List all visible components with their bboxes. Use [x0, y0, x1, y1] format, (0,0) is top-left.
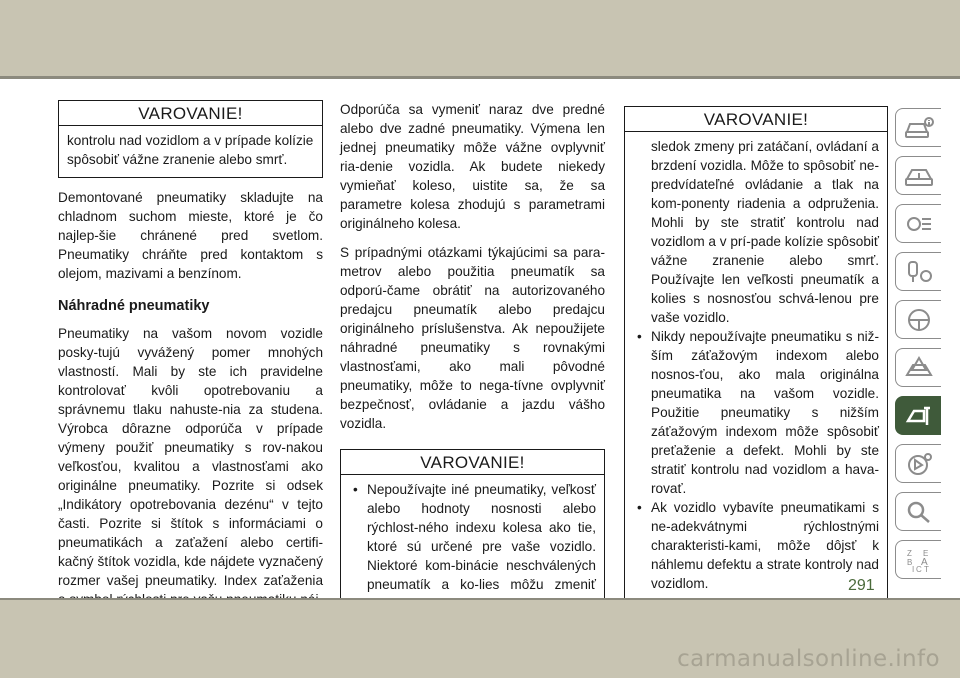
warning-body: [625, 132, 887, 601]
warning-bullet: • Nikdy nepoužívajte pneumatiku s niž-ším záťažovým indexom alebo nosnos-ťou, ako mala originálna pneumatika na vašom vozidle. Použitie pneumatiky s nižším záťažovým indexom môže spôsobiť preťaženie a defekt. Mohli by ste stratiť kontrolu nad vozidlom a hava-rovať.: [633, 327, 879, 498]
warning-title: VAROVANIE!: [625, 107, 887, 132]
svg-text:E: E: [922, 548, 928, 558]
svg-text:Z: Z: [906, 548, 912, 558]
watermark: carmanualsonline.info: [677, 646, 940, 672]
svg-text:I: I: [911, 564, 914, 573]
search-icon: [904, 499, 934, 525]
svg-text:B: B: [906, 557, 912, 567]
tab-search[interactable]: [895, 492, 941, 531]
warning-title: VAROVANIE!: [59, 101, 322, 126]
warning-box-3: [624, 106, 888, 602]
dashboard-icon: [904, 163, 934, 189]
key-icon: [904, 259, 934, 285]
warning-continuation: sledok zmeny pri zatáčaní, ovládaní a brzdení vozidla. Môže to spôsobiť ne-predvídateľné ovládanie a tlak na kom-ponenty riadenia a odpruženia. Mohli by ste stratiť kontrolu nad vozidlom a v prí-pade kolízie spôsobiť vážne zranenie alebo smrť. Používajte len veľkosti pneumatík a kolies s nosnosťou schvá-lenou pre vaše vozidlo.: [651, 139, 879, 325]
warning-bullet: • Ak vozidlo vybavíte pneumatikami s ne-adekvátnymi rýchlostnými charakteristi-kami, môže dôjsť k náhlemu defektu a strate kontroly nad vozidlom.: [633, 498, 879, 593]
tab-dashboard[interactable]: [895, 156, 941, 195]
tab-multimedia[interactable]: [895, 444, 941, 483]
column-1: [58, 100, 323, 647]
column-3: [624, 106, 888, 602]
warning-bullet: • Nepoužívajte iné pneumatiky, veľkosť alebo hodnoty nosnosti alebo rýchlost-ného indexu kolesa ako tie, ktoré sú určené pre vaše vozidlo. Niektoré kom-binácie neschválených pneumatík a ko-lies môžu zmeniť: [349, 480, 596, 632]
multimedia-icon: [904, 451, 934, 477]
tab-index[interactable]: [895, 540, 941, 579]
svg-text:T: T: [923, 564, 929, 573]
tab-lights[interactable]: [895, 204, 941, 243]
svg-text:A: A: [920, 556, 928, 568]
tools-icon: [904, 403, 934, 429]
warning-title: VAROVANIE!: [341, 450, 604, 475]
warning-text: kontrolu nad vozidlom a v prípade kolízie spôsobiť vážne zranenie alebo smrť.: [67, 133, 314, 167]
storage-paragraph: Demontované pneumatiky skladujte na chladnom suchom mieste, ktoré je čo najlep-šie chránené pred svetlom. Pneumatiky chráňte pred kontaktom s olejom, mazivami a benzínom.: [58, 190, 323, 281]
paragraph-questions: S prípadnými otázkami týkajúcimi sa para-metrov alebo použitia pneumatík sa odporú-čame obrátiť na autorizovaného predajcu pneumatík alebo predajcu originálneho príslušenstva. Ak nepoužijete náhradné pneumatiky s rovnakými vlastnosťami, ako mali pôvodné pneumatiky, môže to nega-tívne ovplyvniť bezpečnosť, ovládanie a jazdu vášho vozidla.: [340, 245, 605, 431]
chapter-tabs: [895, 108, 941, 588]
car-info-icon: [904, 115, 934, 141]
warning-triangle-icon: [904, 355, 934, 381]
alphabet-index-icon: [904, 547, 934, 573]
lights-icon: [904, 211, 934, 237]
replacement-paragraph: Pneumatiky na vašom novom vozidle posky-tujú vyvážený pomer mnohých vlastností. Mali by ste ich pravidelne kontrolovať kvôli opotrebovaniu a správnemu tlaku nahuste-nia za studena. Výrobca dôrazne odporúča v prípade výmeny použiť pneumatiky s rov-nakou veľkosťou, kvalitou a vlastnosťami ako originálne pneumatiky. Pozrite si odsek „Indikátory opotrebovania dezénu“ v tejto časti. Pozrite si štítok s informáciami o pneumatikách a zaťažení alebo certifi-kačný štítok vozidla, kde nájdete vyznačený rozmer vašej pneumatiky. Index zaťaženia: [58, 326, 323, 588]
steering-wheel-icon: [904, 307, 934, 333]
paragraph-front-rear: Odporúča sa vymeniť naraz dve predné alebo dve zadné pneumatiky. Výmena len jednej pneumatiky môže vážne ovplyvniť ria-denie vozidla. Ak budete niekedy vymieňať koleso, uistite sa, že sa parametre kolesa zhodujú s parametrami originálneho kolesa.: [340, 102, 605, 231]
tab-car-info[interactable]: [895, 108, 941, 147]
warning-box-1: [58, 100, 323, 178]
top-divider: [0, 76, 960, 79]
column-2: [340, 100, 605, 641]
tab-key[interactable]: [895, 252, 941, 291]
tab-warning[interactable]: [895, 348, 941, 387]
top-band: [0, 0, 960, 76]
tab-tools[interactable]: [895, 396, 941, 435]
section-heading: Náhradné pneumatiky: [58, 298, 210, 314]
tab-steering[interactable]: [895, 300, 941, 339]
svg-text:C: C: [915, 564, 922, 573]
page-number: 291: [848, 577, 875, 594]
